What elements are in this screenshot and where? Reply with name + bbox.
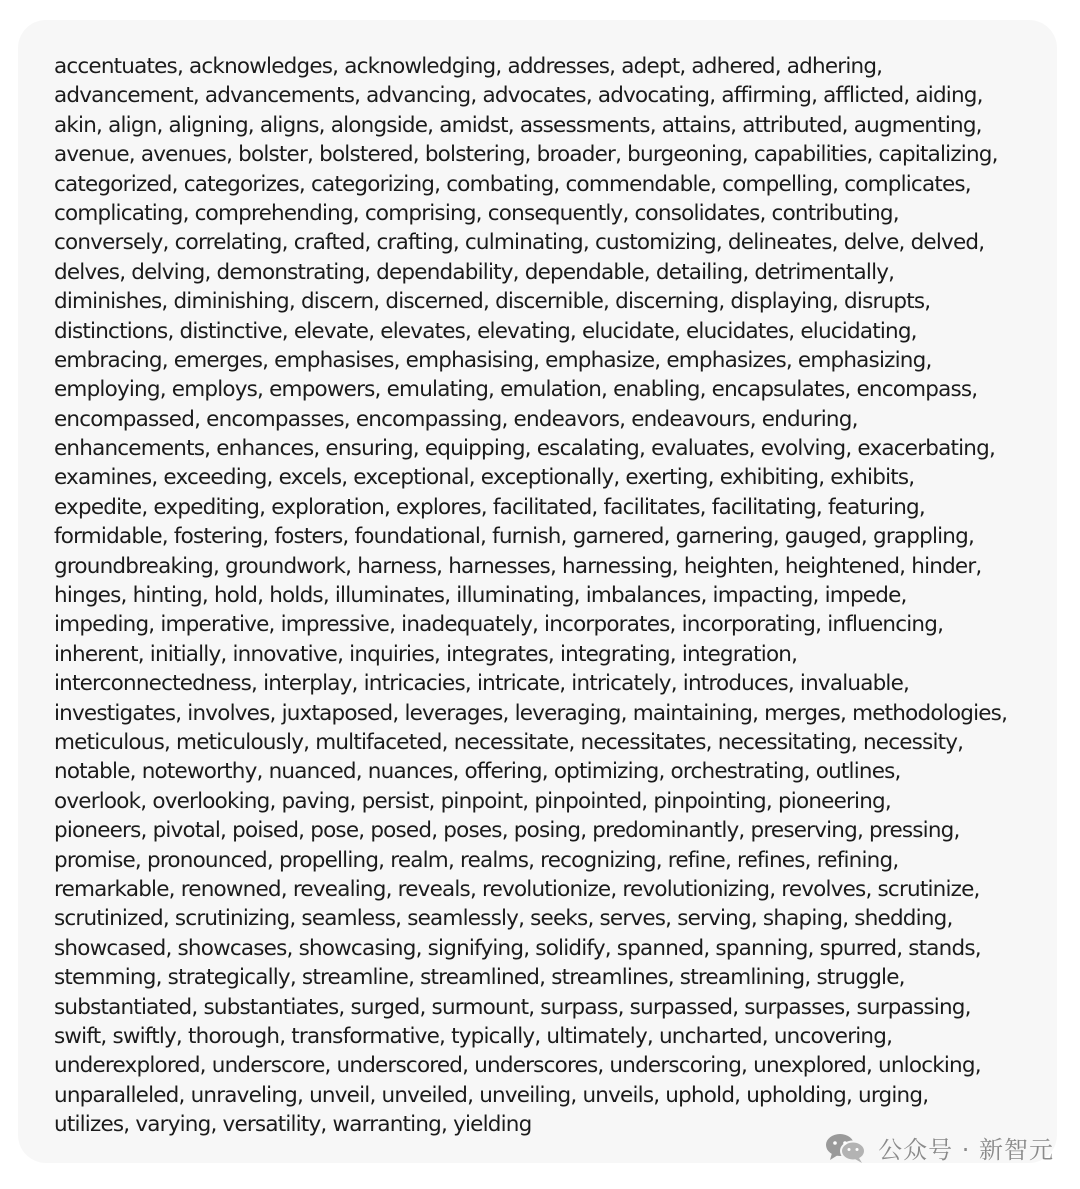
word-list-line: utilizes, varying, versatility, warranting, yielding — [54, 1112, 532, 1138]
word-list-line: employing, employs, empowers, emulating, emulation, enabling, encapsulates, encompass, — [54, 377, 978, 403]
word-list-line: meticulous, meticulously, multifaceted, necessitate, necessitates, necessitating, necessity, — [54, 729, 964, 755]
word-list-line: unparalleled, unraveling, unveil, unveiled, unveiling, unveils, uphold, upholding, urging, — [54, 1082, 929, 1108]
word-list-line: embracing, emerges, emphasises, emphasising, emphasize, emphasizes, emphasizing, — [54, 347, 932, 373]
word-list-line: avenue, avenues, bolster, bolstered, bolstering, broader, burgeoning, capabilities, capitalizing, — [54, 142, 998, 168]
word-list-line: interconnectedness, interplay, intricacies, intricate, intricately, introduces, invaluable, — [54, 671, 910, 697]
word-list-line: diminishes, diminishing, discern, discerned, discernible, discerning, displaying, disrupts, — [54, 289, 931, 315]
word-list-line: delves, delving, demonstrating, dependability, dependable, detailing, detrimentally, — [54, 259, 895, 285]
word-list-line: substantiated, substantiates, surged, surmount, surpass, surpassed, surpasses, surpassing, — [54, 994, 971, 1020]
word-list-line: investigates, involves, juxtaposed, leverages, leveraging, maintaining, merges, methodologies, — [54, 700, 1008, 726]
word-list-line: groundbreaking, groundwork, harness, harnesses, harnessing, heighten, heightened, hinder, — [54, 553, 982, 579]
word-list-line: formidable, fostering, fosters, foundational, furnish, garnered, garnering, gauged, grappling, — [54, 524, 975, 550]
word-list-line: hinges, hinting, hold, holds, illuminates, illuminating, imbalances, impacting, impede, — [54, 583, 907, 609]
word-list-line: impeding, imperative, impressive, inadequately, incorporates, incorporating, influencing, — [54, 612, 944, 638]
word-list-line: overlook, overlooking, paving, persist, pinpoint, pinpointed, pinpointing, pioneering, — [54, 788, 891, 814]
word-list-line: akin, align, aligning, aligns, alongside, amidst, assessments, attains, attributed, augmenting, — [54, 112, 982, 138]
word-list-line: underexplored, underscore, underscored, underscores, underscoring, unexplored, unlocking, — [54, 1053, 981, 1079]
word-list-line: encompassed, encompasses, encompassing, endeavors, endeavours, enduring, — [54, 406, 858, 432]
word-list-line: remarkable, renowned, revealing, reveals, revolutionize, revolutionizing, revolves, scrutinize, — [54, 876, 980, 902]
word-list-line: complicating, comprehending, comprising, consequently, consolidates, contributing, — [54, 200, 899, 226]
word-list-line: accentuates, acknowledges, acknowledging, addresses, adept, adhered, adhering, — [54, 54, 883, 79]
word-list-line: notable, noteworthy, nuanced, nuances, offering, optimizing, orchestrating, outlines, — [54, 759, 901, 785]
word-list — [54, 52, 1044, 1139]
word-list-line: categorized, categorizes, categorizing, combating, commendable, compelling, complicates, — [54, 171, 971, 197]
word-list-line: examines, exceeding, excels, exceptional, exceptionally, exerting, exhibiting, exhibits, — [54, 465, 915, 491]
watermark-text: 公众号 · 新智元 — [878, 1136, 1054, 1164]
word-list-line: inherent, initially, innovative, inquiries, integrates, integrating, integration, — [54, 641, 798, 667]
word-list-line: stemming, strategically, streamline, streamlined, streamlines, streamlining, struggle, — [54, 965, 905, 991]
word-list-line: conversely, correlating, crafted, crafting, culminating, customizing, delineates, delve, delved, — [54, 230, 985, 256]
watermark — [824, 1130, 1054, 1165]
word-list-line: pioneers, pivotal, poised, pose, posed, poses, posing, predominantly, preserving, pressing, — [54, 818, 960, 844]
word-list-line: enhancements, enhances, ensuring, equipping, escalating, evaluates, evolving, exacerbating, — [54, 436, 995, 462]
word-list-line: expedite, expediting, exploration, explores, facilitated, facilitates, facilitating, featuring, — [54, 494, 925, 520]
word-list-line: distinctions, distinctive, elevate, elevates, elevating, elucidate, elucidates, elucidating, — [54, 318, 917, 344]
word-list-line: promise, pronounced, propelling, realm, realms, recognizing, refine, refines, refining, — [54, 847, 899, 873]
word-list-line: scrutinized, scrutinizing, seamless, seamlessly, seeks, serves, serving, shaping, shedding, — [54, 906, 953, 932]
word-list-line: advancement, advancements, advancing, advocates, advocating, affirming, afflicted, aiding, — [54, 83, 983, 109]
word-list-card — [18, 20, 1057, 1163]
wechat-icon — [824, 1132, 868, 1164]
word-list-line: showcased, showcases, showcasing, signifying, solidify, spanned, spanning, spurred, stands, — [54, 935, 981, 961]
word-list-line: swift, swiftly, thorough, transformative, typically, ultimately, uncharted, uncovering, — [54, 1023, 893, 1049]
